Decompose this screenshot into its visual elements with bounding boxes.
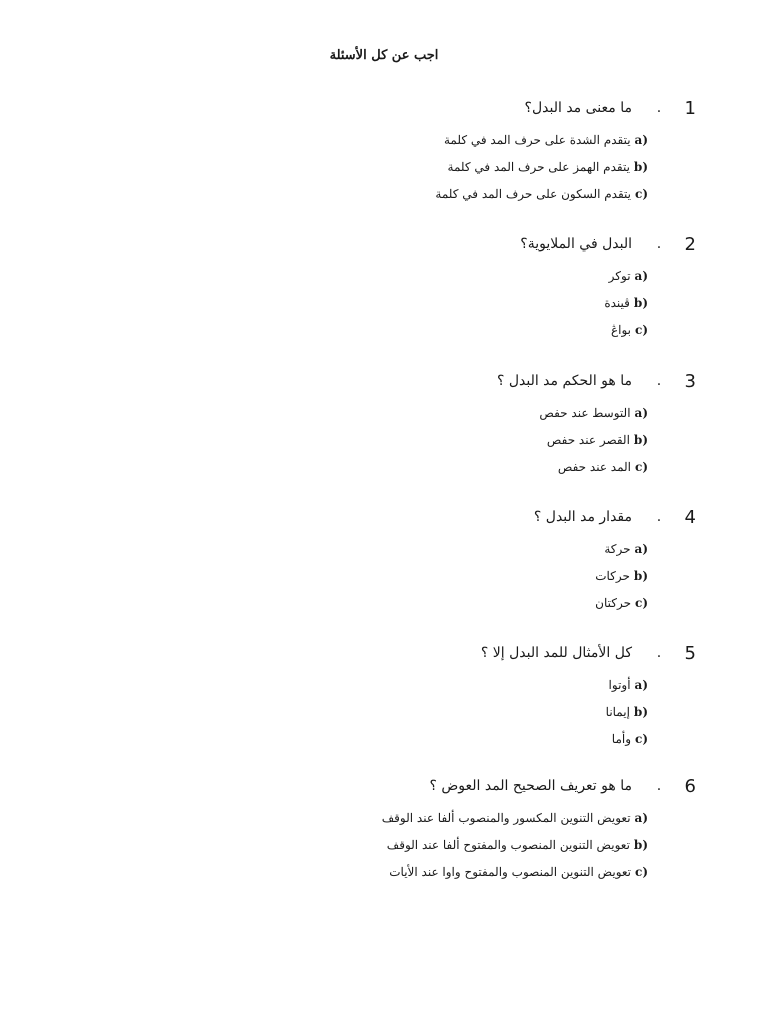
option-letter: b) xyxy=(633,159,648,174)
question-text: البدل في الملايوية؟ xyxy=(520,236,632,252)
question-dot: . xyxy=(656,778,662,794)
option-a xyxy=(56,262,648,289)
option-letter: a) xyxy=(634,541,648,556)
option-letter: c) xyxy=(635,186,648,201)
question-header xyxy=(56,774,696,798)
option-letter: a) xyxy=(634,405,648,420)
option-c xyxy=(56,180,648,207)
question-dot: . xyxy=(656,509,662,525)
question-number: 3 xyxy=(684,370,696,392)
page-title: اجب عن كل الأسئلة xyxy=(329,48,439,63)
option-letter: c) xyxy=(635,459,648,474)
question-number: 4 xyxy=(684,506,696,528)
option-text: تعويض التنوين المكسور والمنصوب ألفا عند الوقف xyxy=(381,810,631,825)
question-dot: . xyxy=(656,373,662,389)
option-a xyxy=(56,399,648,426)
question-number: 5 xyxy=(684,642,696,664)
question-2 xyxy=(56,232,696,343)
option-text: المد عند حفص xyxy=(557,459,632,474)
question-header xyxy=(56,641,696,665)
option-text: تعويض التنوين المنصوب والمفتوح ألفا عند الوقف xyxy=(386,837,630,852)
option-a xyxy=(56,804,648,831)
option-b xyxy=(56,426,648,453)
option-letter: b) xyxy=(633,704,648,719)
option-letter: b) xyxy=(633,568,648,583)
question-header xyxy=(56,369,696,393)
question-4 xyxy=(56,505,696,616)
option-b xyxy=(56,831,648,858)
option-text: أوتوا xyxy=(608,677,631,692)
option-text: حركتان xyxy=(595,595,632,610)
question-header xyxy=(56,232,696,256)
option-c xyxy=(56,316,648,343)
question-dot: . xyxy=(656,645,662,661)
option-text: يتقدم الشدة على حرف المد في كلمة xyxy=(443,132,631,147)
question-5 xyxy=(56,641,696,752)
question-6 xyxy=(56,774,696,885)
option-text: وأما xyxy=(611,731,632,746)
option-letter: a) xyxy=(634,677,648,692)
question-text: ما هو الحكم مد البدل ؟ xyxy=(496,373,632,389)
question-number: 2 xyxy=(684,233,696,255)
option-text: القصر عند حفص xyxy=(546,432,630,447)
option-text: حركة xyxy=(604,541,631,556)
question-text: كل الأمثال للمد البدل إلا ؟ xyxy=(480,645,632,661)
option-b xyxy=(56,153,648,180)
question-dot: . xyxy=(656,100,662,116)
option-text: إيمانا xyxy=(605,704,630,719)
option-c xyxy=(56,858,648,885)
option-text: التوسط عند حفص xyxy=(539,405,631,420)
option-letter: b) xyxy=(633,295,648,310)
option-b xyxy=(56,562,648,589)
option-letter: a) xyxy=(634,268,648,283)
question-text: ما معنى مد البدل؟ xyxy=(524,100,632,116)
option-a xyxy=(56,671,648,698)
option-list xyxy=(56,399,696,480)
option-text: تعويض التنوين المنصوب والمفتوح واوا عند الأيات xyxy=(389,864,632,879)
option-letter: b) xyxy=(633,837,648,852)
question-text: مقدار مد البدل ؟ xyxy=(533,509,632,525)
option-list xyxy=(56,804,696,885)
option-c xyxy=(56,589,648,616)
option-text: يتقدم الهمز على حرف المد في كلمة xyxy=(447,159,630,174)
question-1 xyxy=(56,96,696,207)
question-number: 1 xyxy=(684,97,696,119)
option-text: حركات xyxy=(595,568,630,583)
option-b xyxy=(56,289,648,316)
option-letter: c) xyxy=(635,731,648,746)
option-c xyxy=(56,453,648,480)
option-list xyxy=(56,535,696,616)
option-letter: c) xyxy=(635,322,648,337)
option-list xyxy=(56,262,696,343)
option-list xyxy=(56,126,696,207)
question-number: 6 xyxy=(684,775,696,797)
option-text: يتقدم السكون على حرف المد في كلمة xyxy=(435,186,632,201)
option-c xyxy=(56,725,648,752)
option-letter: c) xyxy=(635,595,648,610)
option-letter: c) xyxy=(635,864,648,879)
option-list xyxy=(56,671,696,752)
question-header xyxy=(56,505,696,529)
option-a xyxy=(56,535,648,562)
option-letter: a) xyxy=(634,132,648,147)
question-dot: . xyxy=(656,236,662,252)
question-3 xyxy=(56,369,696,480)
option-a xyxy=(56,126,648,153)
option-letter: a) xyxy=(634,810,648,825)
question-text: ما هو تعريف الصحيح المد العوض ؟ xyxy=(429,778,632,794)
option-b xyxy=(56,698,648,725)
option-text: توكر xyxy=(608,268,631,283)
question-header xyxy=(56,96,696,120)
option-letter: b) xyxy=(633,432,648,447)
option-text: بواڠ xyxy=(610,322,632,337)
option-text: ڤيندة xyxy=(604,295,630,310)
